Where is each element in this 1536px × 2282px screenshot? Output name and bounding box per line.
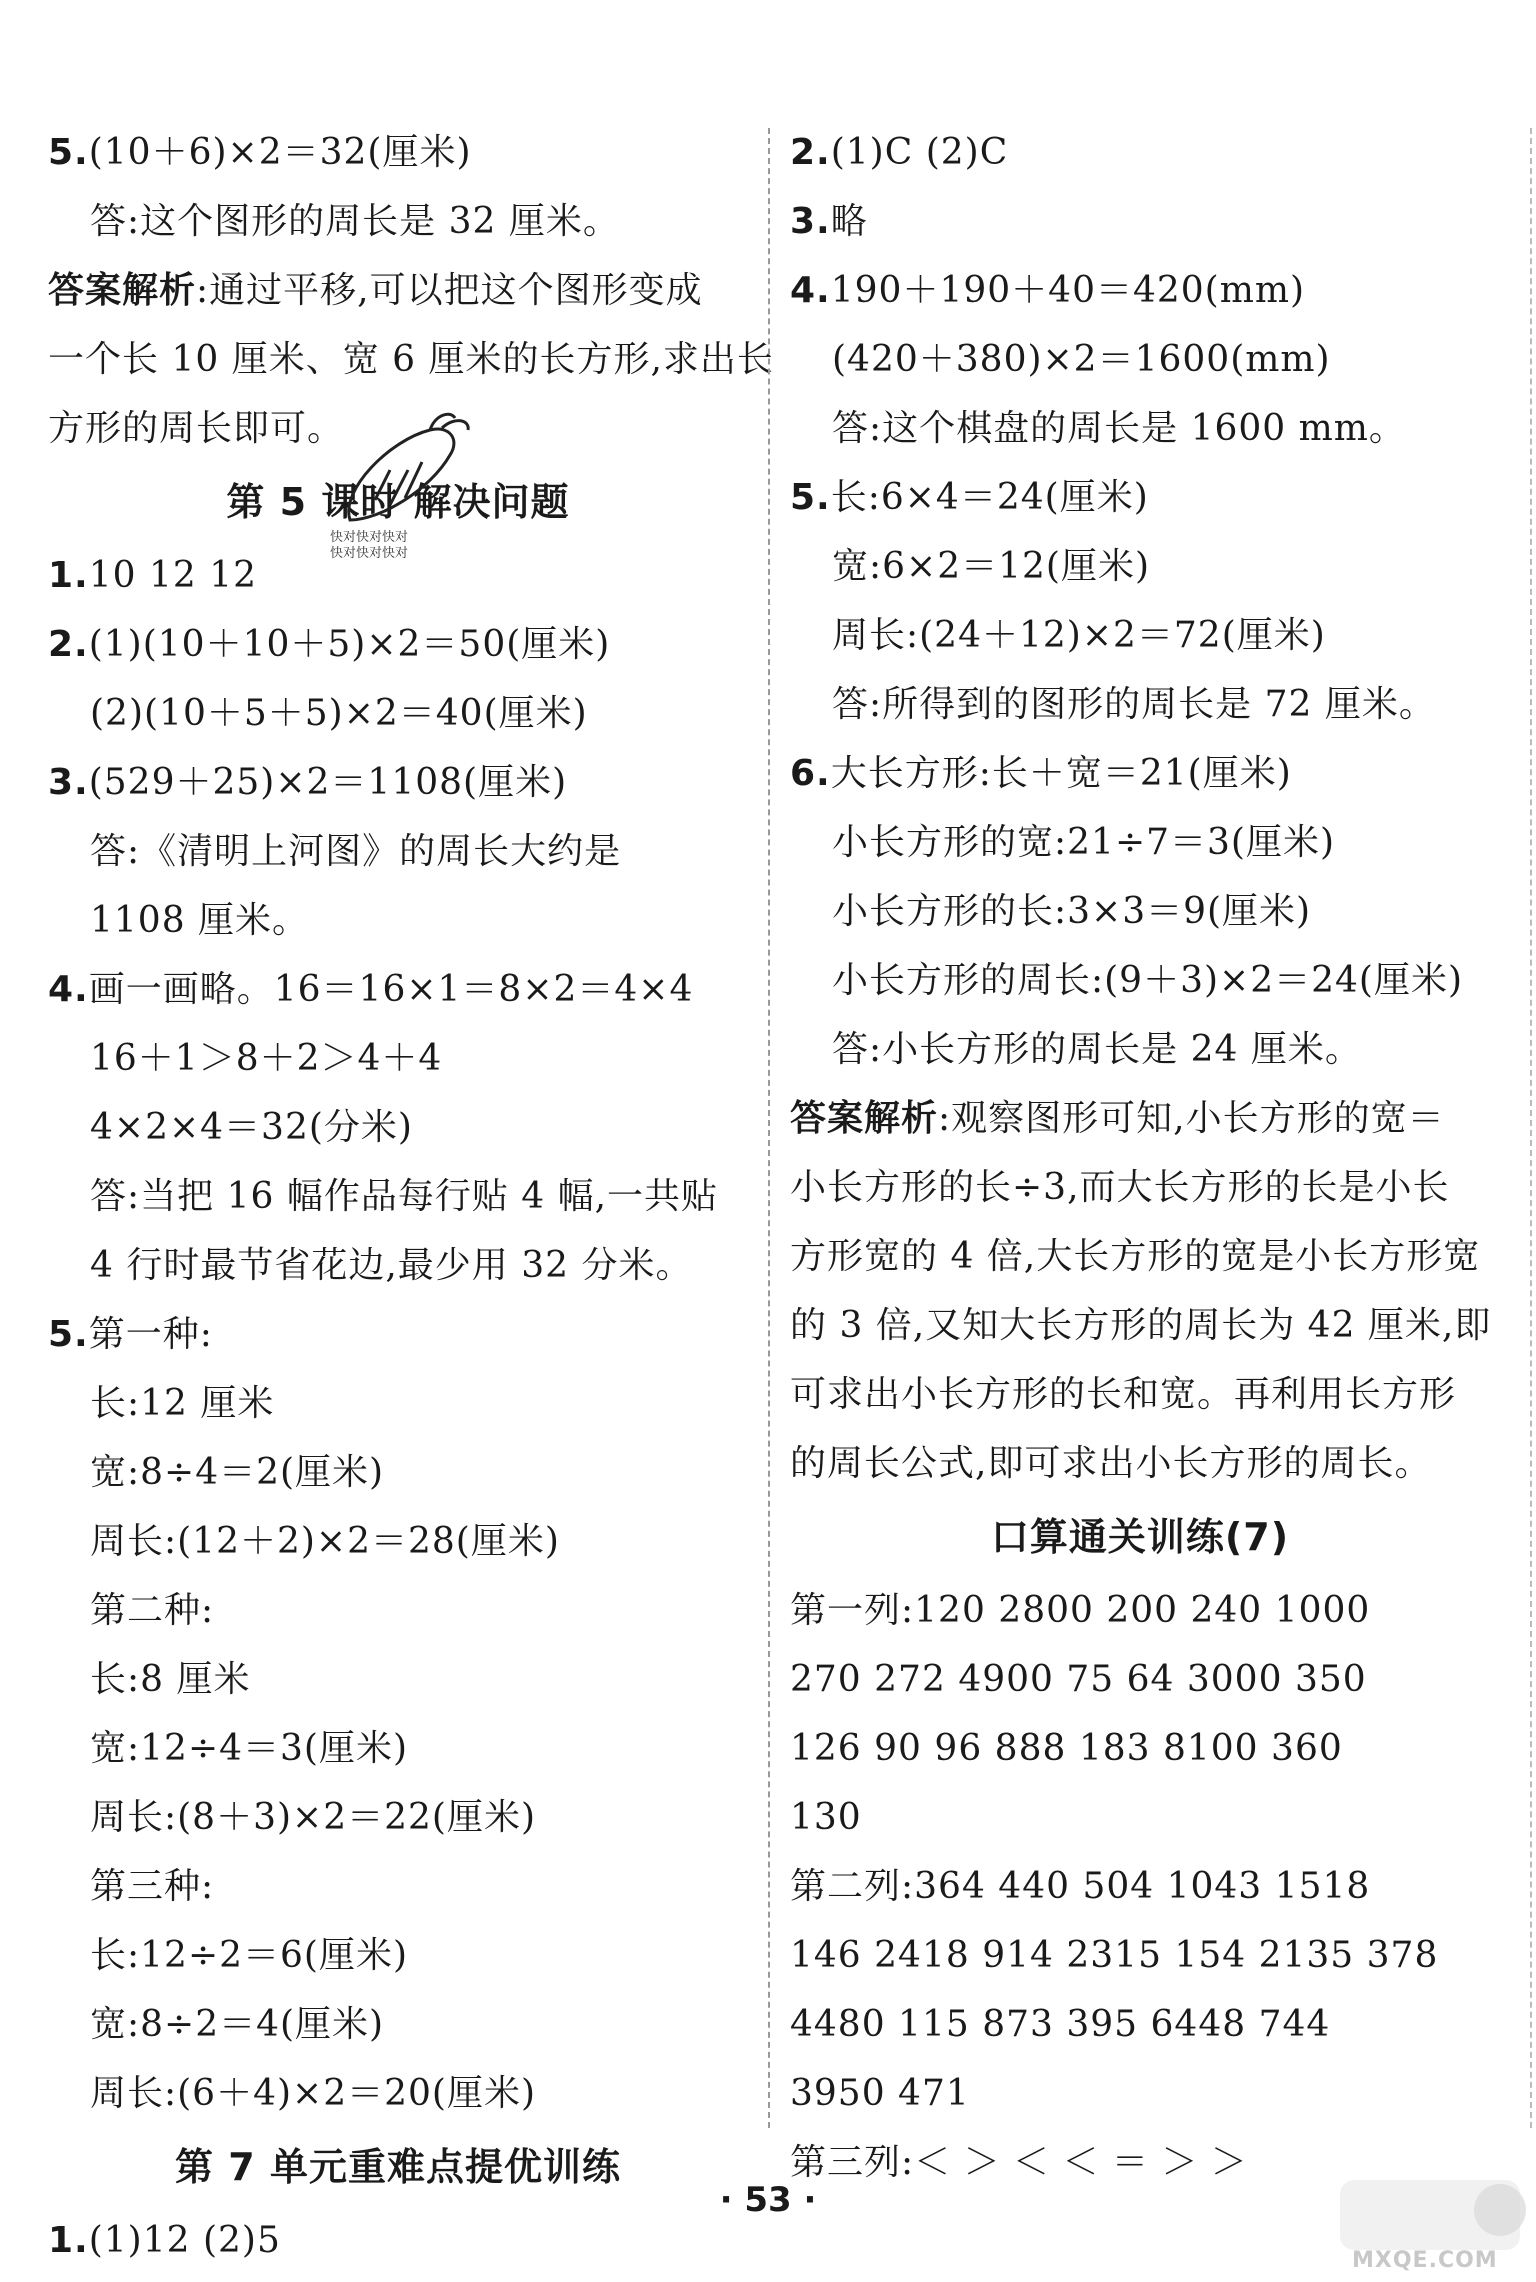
section-heading: 口算通关训练(7) xyxy=(990,1515,1290,1559)
line-text: 1108 厘米。 xyxy=(90,900,310,941)
answer-item xyxy=(790,463,1490,532)
answer-line xyxy=(790,808,1490,877)
line-text: 略 xyxy=(830,201,868,242)
answer-line xyxy=(48,1507,748,1576)
item-number: 2. xyxy=(48,624,89,665)
line-text: 的 3 倍,又知大长方形的周长为 42 厘米,即 xyxy=(790,1305,1492,1346)
line-text: 146 2418 914 2315 154 2135 378 xyxy=(790,1935,1439,1976)
line-text: 的周长公式,即可求出小长方形的周长。 xyxy=(790,1443,1432,1484)
carrot-mascot-icon xyxy=(330,410,480,530)
watermark-text: MXQE.COM xyxy=(1352,2248,1498,2273)
answer-line xyxy=(48,2059,748,2128)
line-text: 小长方形的周长:(9＋3)×2＝24(厘米) xyxy=(832,960,1463,1001)
item-number: 3. xyxy=(48,762,89,803)
page-number: · 53 · xyxy=(719,2180,817,2220)
answer-line xyxy=(48,1714,748,1783)
answer-line xyxy=(790,1783,1490,1852)
line-text: 宽:6×2＝12(厘米) xyxy=(832,546,1151,587)
answer-line xyxy=(790,532,1490,601)
answer-line xyxy=(790,1153,1490,1222)
answer-line xyxy=(790,946,1490,1015)
line-text: 190＋190＋40＝420(mm) xyxy=(830,270,1306,311)
line-text: 小长方形的长:3×3＝9(厘米) xyxy=(832,891,1312,932)
line-text: 答:这个棋盘的周长是 1600 mm。 xyxy=(832,408,1406,449)
line-text: 10 12 12 xyxy=(88,555,258,596)
item-number: 2. xyxy=(790,132,831,173)
answer-line xyxy=(790,1852,1490,1921)
line-text: 长:12÷2＝6(厘米) xyxy=(90,1935,409,1976)
item-number: 3. xyxy=(790,201,831,242)
answer-item xyxy=(790,187,1490,256)
answer-line xyxy=(790,1360,1490,1429)
line-text: 长:12 厘米 xyxy=(90,1383,275,1424)
analysis-label: 答案解析 xyxy=(790,1098,939,1139)
line-text: (420＋380)×2＝1600(mm) xyxy=(832,339,1331,380)
line-text: 宽:12÷4＝3(厘米) xyxy=(90,1728,409,1769)
line-text: 画一画略。16＝16×1＝8×2＝4×4 xyxy=(88,969,694,1010)
item-number: 5. xyxy=(48,132,89,173)
line-text: 宽:8÷2＝4(厘米) xyxy=(90,2004,385,2045)
answer-line xyxy=(48,1783,748,1852)
answer-line xyxy=(48,1369,748,1438)
section-heading: 第 7 单元重难点提优训练 xyxy=(175,2145,621,2189)
line-text: 一个长 10 厘米、宽 6 厘米的长方形,求出长 xyxy=(48,339,774,380)
line-text: 答:当把 16 幅作品每行贴 4 幅,一共贴 xyxy=(90,1176,719,1217)
line-text: 宽:8÷4＝2(厘米) xyxy=(90,1452,385,1493)
line-text: 方形宽的 4 倍,大长方形的宽是小长方形宽 xyxy=(790,1236,1481,1277)
item-number: 6. xyxy=(790,753,831,794)
answer-item xyxy=(790,118,1490,187)
answer-analysis xyxy=(790,1084,1490,1153)
answer-line xyxy=(790,1429,1490,1498)
line-text: :通过平移,可以把这个图形变成 xyxy=(196,270,703,311)
answer-line xyxy=(48,1024,748,1093)
line-text: 长:8 厘米 xyxy=(90,1659,251,1700)
line-text: 小长方形的长÷3,而大长方形的长是小长 xyxy=(790,1167,1450,1208)
answer-line xyxy=(790,601,1490,670)
line-text: 3950 471 xyxy=(790,2073,970,2114)
answer-item xyxy=(790,256,1490,325)
answer-line xyxy=(48,325,774,394)
line-text: (529＋25)×2＝1108(厘米) xyxy=(88,762,568,803)
answer-line xyxy=(790,394,1490,463)
answer-item xyxy=(48,1300,748,1369)
answer-line xyxy=(790,1222,1490,1291)
answer-line xyxy=(790,2059,1490,2128)
answer-line xyxy=(790,1921,1490,1990)
answer-line xyxy=(790,670,1490,739)
line-text: 方形的周长即可。 xyxy=(48,408,345,449)
line-text: 周长:(24＋12)×2＝72(厘米) xyxy=(832,615,1326,656)
line-text: 长:6×4＝24(厘米) xyxy=(830,477,1149,518)
answer-line xyxy=(790,325,1490,394)
answer-item xyxy=(48,118,748,187)
line-text: 答:小长方形的周长是 24 厘米。 xyxy=(832,1029,1362,1070)
line-text: (1)C (2)C xyxy=(830,132,1009,173)
section-heading: 第 5 课时 解决问题 xyxy=(226,480,570,524)
answer-line xyxy=(48,1990,748,2059)
line-text: 270 272 4900 75 64 3000 350 xyxy=(790,1659,1367,1700)
answer-line xyxy=(48,1438,748,1507)
answer-line xyxy=(48,679,748,748)
line-text: 126 90 96 888 183 8100 360 xyxy=(790,1728,1343,1769)
answer-line xyxy=(790,877,1490,946)
answer-line xyxy=(790,1990,1490,2059)
line-text: (1)12 (2)5 xyxy=(88,2220,281,2261)
item-number: 5. xyxy=(790,477,831,518)
line-text: 周长:(12＋2)×2＝28(厘米) xyxy=(90,1521,560,1562)
item-number: 5. xyxy=(48,1314,89,1355)
line-text: 答:《清明上河图》的周长大约是 xyxy=(90,831,622,872)
line-text: 4 行时最节省花边,最少用 32 分米。 xyxy=(90,1245,693,1286)
line-text: 第三种: xyxy=(90,1866,215,1907)
answer-line xyxy=(790,1015,1490,1084)
answer-line xyxy=(790,1714,1490,1783)
answer-line xyxy=(48,817,748,886)
answer-item xyxy=(48,610,748,679)
mascot-tag-line-1: 快对快对快对 xyxy=(330,530,409,545)
answer-line xyxy=(790,1576,1490,1645)
line-text: 小长方形的宽:21÷7＝3(厘米) xyxy=(832,822,1336,863)
line-text: 4480 115 873 395 6448 744 xyxy=(790,2004,1331,2045)
line-text: 第二种: xyxy=(90,1590,215,1631)
line-text: (10＋6)×2＝32(厘米) xyxy=(88,132,472,173)
line-text: 周长:(8＋3)×2＝22(厘米) xyxy=(90,1797,536,1838)
line-text: 答:这个图形的周长是 32 厘米。 xyxy=(90,201,620,242)
line-text: 第一种: xyxy=(88,1314,213,1355)
line-text: 第一列:120 2800 200 240 1000 xyxy=(790,1590,1371,1631)
answer-line xyxy=(48,1921,748,1990)
answer-line xyxy=(48,1093,748,1162)
mascot-tag-line-2: 快对快对快对 xyxy=(330,546,409,561)
item-number: 1. xyxy=(48,555,89,596)
analysis-label: 答案解析 xyxy=(48,270,197,311)
line-text: (2)(10＋5＋5)×2＝40(厘米) xyxy=(90,693,588,734)
answer-line xyxy=(48,187,748,256)
line-text: 16＋1＞8＋2＞4＋4 xyxy=(90,1038,443,1079)
line-text: :观察图形可知,小长方形的宽＝ xyxy=(938,1098,1445,1139)
item-number: 1. xyxy=(48,2220,89,2261)
line-text: 第二列:364 440 504 1043 1518 xyxy=(790,1866,1371,1907)
answer-line xyxy=(790,1291,1490,1360)
answer-line xyxy=(48,1231,748,1300)
line-text: 答:所得到的图形的周长是 72 厘米。 xyxy=(832,684,1436,725)
line-text: 4×2×4＝32(分米) xyxy=(90,1107,413,1148)
answer-item xyxy=(48,955,748,1024)
answer-item xyxy=(48,748,748,817)
mascot-tag xyxy=(330,530,408,562)
page-edge-line xyxy=(1530,128,1532,2128)
line-text: 可求出小长方形的长和宽。再利用长方形 xyxy=(790,1374,1457,1415)
line-text: 第三列:＜ ＞ ＜ ＜ ＝ ＞ ＞ xyxy=(790,2142,1248,2183)
line-text: 周长:(6＋4)×2＝20(厘米) xyxy=(90,2073,536,2114)
answer-line xyxy=(48,1852,748,1921)
answer-analysis xyxy=(48,256,748,325)
answer-line xyxy=(48,1162,748,1231)
line-text: 大长方形:长＋宽＝21(厘米) xyxy=(830,753,1292,794)
right-column xyxy=(790,118,1490,2197)
answer-line xyxy=(48,1576,748,1645)
line-text: (1)(10＋10＋5)×2＝50(厘米) xyxy=(88,624,611,665)
answer-item xyxy=(790,739,1490,808)
column-divider xyxy=(768,128,770,2128)
answer-line xyxy=(790,1645,1490,1714)
answer-line xyxy=(48,1645,748,1714)
answer-line xyxy=(48,886,748,955)
item-number: 4. xyxy=(48,969,89,1010)
item-number: 4. xyxy=(790,270,831,311)
line-text: 130 xyxy=(790,1797,862,1838)
